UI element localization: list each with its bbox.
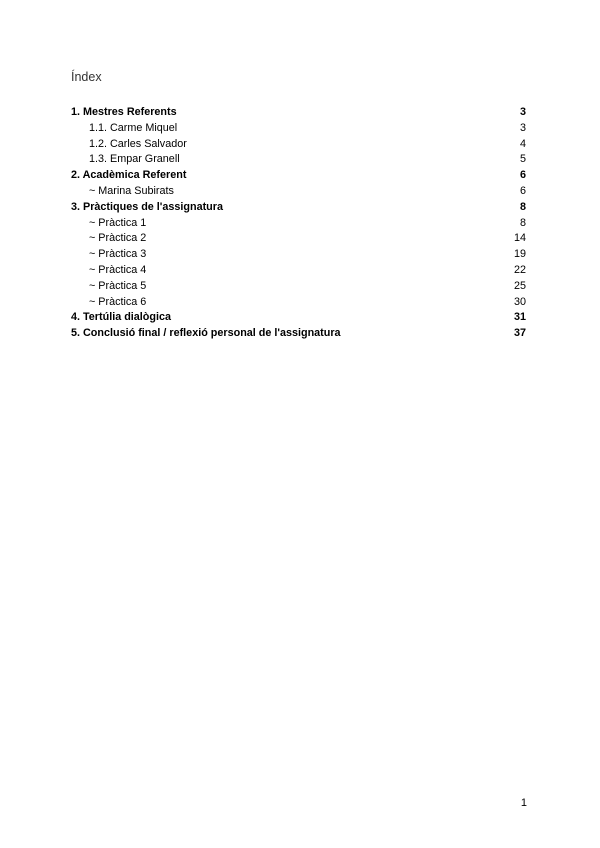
toc-entry[interactable] [71, 168, 526, 184]
toc-entry-label: 2. Acadèmica Referent [71, 169, 187, 182]
toc-entry-label: 1.3. Empar Granell [89, 153, 180, 166]
toc-entry[interactable] [71, 295, 526, 311]
toc-entry-page: 14 [513, 232, 526, 245]
toc-entry-page: 8 [519, 200, 526, 213]
toc-entry-page: 19 [513, 248, 526, 261]
toc-entry-page: 3 [519, 106, 526, 118]
toc-entry-label: 1. Mestres Referents [71, 106, 177, 118]
toc-entry-page: 4 [519, 137, 526, 150]
toc-entry[interactable] [71, 105, 526, 121]
toc-entry-label: 3. Pràctiques de l'assignatura [71, 200, 223, 213]
toc-entry[interactable] [71, 231, 526, 247]
toc-entry-label: ~ Pràctica 1 [89, 216, 147, 229]
toc-entry-label: 1.1. Carme Miquel [89, 121, 178, 134]
page-number: 1 [520, 797, 527, 809]
toc-entry[interactable] [71, 263, 526, 279]
table-of-contents [71, 105, 526, 342]
toc-entry-label: ~ Pràctica 2 [89, 232, 147, 245]
toc-entry-label: ~ Pràctica 3 [89, 248, 147, 261]
toc-entry[interactable] [71, 184, 526, 200]
toc-entry-page: 5 [519, 153, 526, 166]
toc-entry-page: 37 [513, 327, 526, 340]
toc-entry-label: ~ Marina Subirats [89, 184, 174, 197]
toc-entry-label: 5. Conclusió final / reflexió personal de l'assignatura [71, 327, 341, 340]
toc-entry[interactable] [71, 121, 526, 137]
toc-entry-label: 1.2. Carles Salvador [89, 137, 187, 150]
toc-entry[interactable] [71, 137, 526, 153]
toc-entry[interactable] [71, 279, 526, 295]
toc-entry-label: ~ Pràctica 6 [89, 295, 147, 308]
toc-heading: Índex [71, 70, 102, 84]
toc-entry-page: 8 [519, 216, 526, 229]
toc-entry[interactable] [71, 200, 526, 216]
toc-entry-label: ~ Pràctica 5 [89, 279, 147, 292]
toc-entry-label: ~ Pràctica 4 [89, 263, 147, 276]
toc-entry-page: 6 [519, 169, 526, 182]
toc-entry[interactable] [71, 216, 526, 232]
toc-entry-page: 3 [519, 121, 526, 134]
toc-entry[interactable] [71, 152, 526, 168]
toc-entry-page: 31 [513, 311, 526, 324]
toc-entry[interactable] [71, 326, 526, 342]
toc-entry-label: 4. Tertúlia dialògica [71, 311, 171, 324]
toc-entry[interactable] [71, 247, 526, 263]
toc-entry-page: 30 [513, 295, 526, 308]
toc-entry-page: 25 [513, 279, 526, 292]
toc-entry-page: 22 [513, 263, 526, 276]
toc-entry-page: 6 [519, 184, 526, 197]
toc-entry[interactable] [71, 310, 526, 326]
